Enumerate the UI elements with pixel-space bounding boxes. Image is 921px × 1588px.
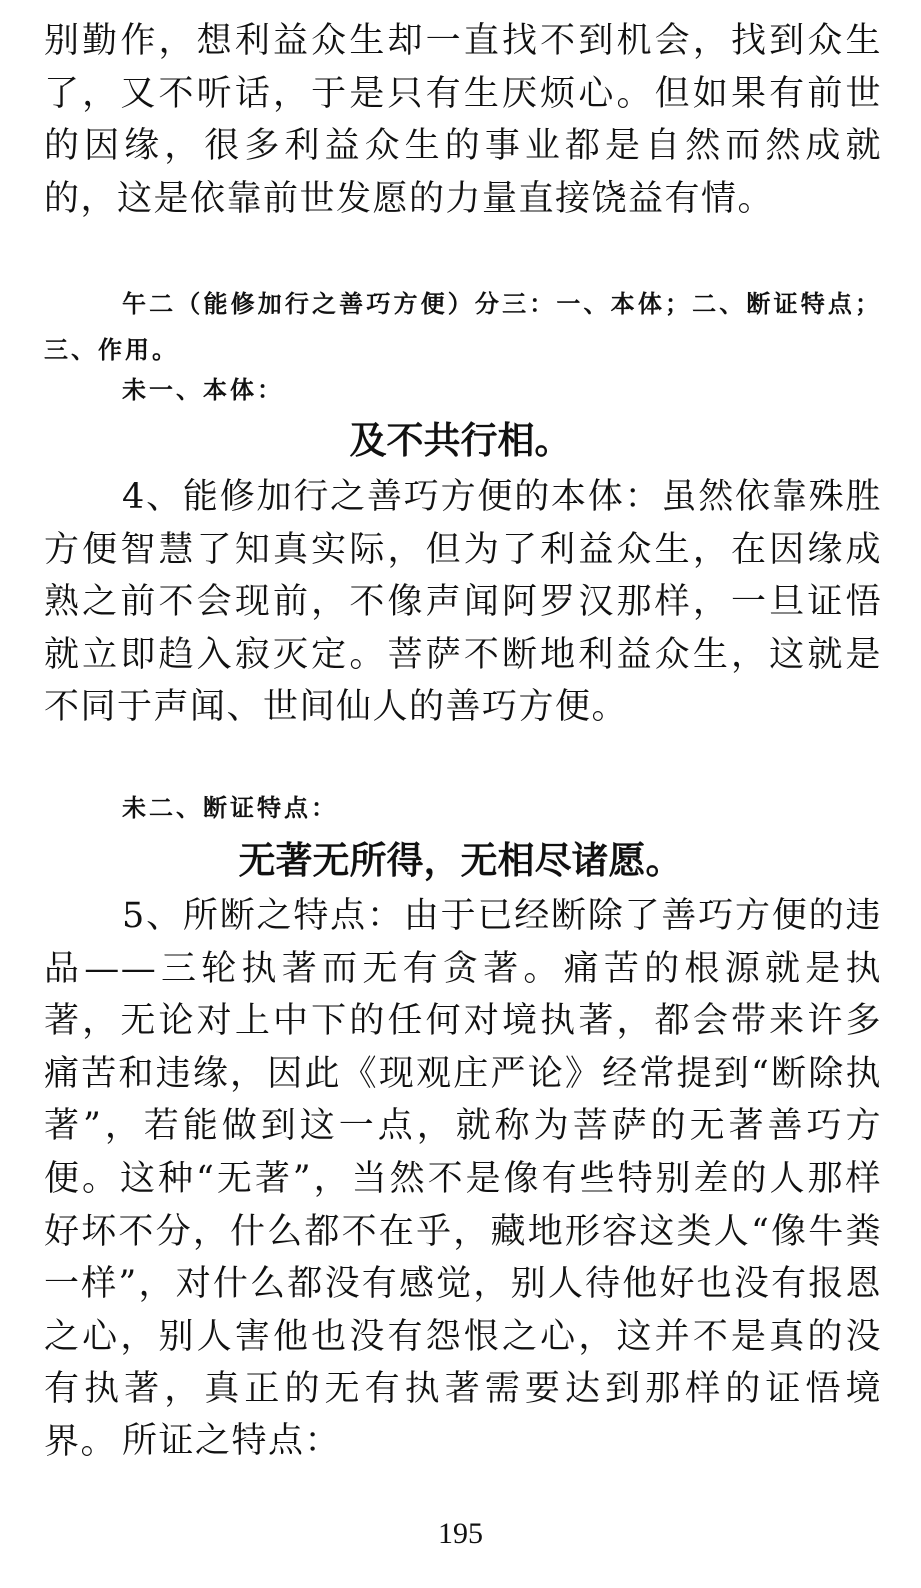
subsection-heading-1: 未一、本体： [122, 376, 284, 404]
page-number: 195 [438, 1517, 483, 1550]
verse-1: 及不共行相。 [349, 419, 572, 462]
paragraph-5: 5、所断之特点：由于已经断除了善巧方便的违品——三轮执著而无有贪著。痛苦的根源就是执著，无论对上中下的任何对境执著，都会带来许多痛苦和违缘，因此《现观庄严论》经常提到“断除执著”，若能做到这一点，就称为菩萨的无著善巧方便。这种“无著”，当然不是像有些特别差的人那样好坏不分，什么都不在乎，藏地形容这类人“像牛粪一样”，对什么都没有感觉，别人待他好也没有报恩之心，别人害他也没有怨恨之心，这并不是真的没有执著，真正的无有执著需要达到那样的证悟境界。 [44, 896, 882, 1462]
paragraph-top: 别勤作，想利益众生却一直找不到机会，找到众生了，又不听话，于是只有生厌烦心。但如果有前世的因缘，很多利益众生的事业都是自然而然成就的，这是依靠前世发愿的力量直接饶益有情。 [44, 21, 882, 219]
section-heading: 午二（能修加行之善巧方便）分三：一、本体；二、断证特点；三、作用。 [44, 290, 882, 364]
paragraph-last: 所证之特点： [122, 1421, 342, 1461]
verse-2: 无著无所得，无相尽诸愿。 [238, 839, 683, 882]
paragraph-4: 4、能修加行之善巧方便的本体：虽然依靠殊胜方便智慧了知真实际，但为了利益众生，在因缘成熟之前不会现前，不像声闻阿罗汉那样，一旦证悟就立即趋入寂灭定。菩萨不断地利益众生，这就是不同于声闻、世间仙人的善巧方便。 [44, 477, 882, 728]
subsection-heading-2: 未二、断证特点： [122, 794, 338, 822]
